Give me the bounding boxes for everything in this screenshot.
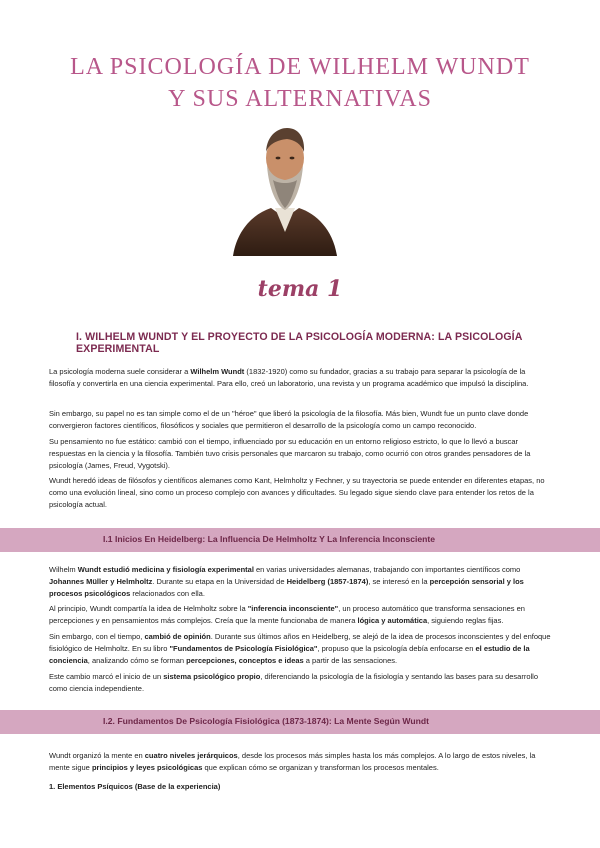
section-3-band	[0, 710, 600, 734]
section-1-paragraph-4: Wundt heredó ideas de filósofos y científicos alemanes como Kant, Helmholtz y Fechner, y su trayectoria se puede entender en diferentes etapas, no como una evolución lineal, sino como un proceso complejo con avances y dificultades. Su legado sigue siendo clave para entender los retos de la psicología actual.	[49, 476, 545, 509]
section-2-paragraph-3: Sin embargo, con el tiempo, cambió de opinión. Durante sus últimos años en Heidelberg, se alejó de la idea de procesos inconscientes y del enfoque fisiológico de Helmholtz. En su libro "Fundamentos de Psicología Fisiológica", propuso que la psicología debía enfocarse en el estudio de la conciencia, analizando cómo se forman percepciones, conceptos e ideas a partir de las sensaciones.	[49, 632, 551, 665]
section-2-paragraph-1: Wilhelm Wundt estudió medicina y fisiología experimental en varias universidades alemanas, trabajando con importantes científicos como Johannes Müller y Helmholtz. Durante su etapa en la Universidad de Heidelberg (1857-1874), se interesó en la percepción sensorial y los procesos psicológicos relacionados con ella.	[49, 565, 524, 598]
section-3-list-item-1: 1. Elementos Psíquicos (Base de la experiencia)	[49, 782, 221, 791]
wilhelm-wundt-portrait	[229, 122, 341, 256]
section-3-heading: I.2. Fundamentos De Psicología Fisiológica (1873-1874): La Mente Según Wundt	[103, 716, 429, 726]
section-2-paragraph-4: Este cambio marcó el inicio de un sistema psicológico propio, diferenciando la psicología de la fisiología y sentando las bases para su desarrollo como ciencia independiente.	[49, 672, 539, 693]
title-line-2: Y SUS ALTERNATIVAS	[168, 86, 432, 112]
tema-label: tema 1	[257, 276, 343, 302]
section-1-paragraph-3: Su pensamiento no fue estático: cambió con el tiempo, influenciado por su educación en un entorno religioso estricto, lo que lo llevó a buscar respuestas en la ciencia y la filosofía. También tuvo crisis personales que marcaron su trabajo, como ocurrió con otros grandes pensadores de la psicología (James, Freud, Vygotski).	[49, 437, 531, 470]
title-line-1: LA PSICOLOGÍA DE WILHELM WUNDT	[70, 54, 530, 80]
section-1-paragraph-2: Sin embargo, su papel no es tan simple como el de un "héroe" que liberó la psicología de la filosofía. Más bien, Wundt fue un punto clave donde convergieron factores científicos, filosóficos y sociales que permitieron el desarrollo de la psicología como un campo reconocido.	[49, 409, 529, 430]
section-2-band	[0, 528, 600, 552]
section-3-paragraph-1: Wundt organizó la mente en cuatro niveles jerárquicos, desde los procesos más simples hasta los más complejos. A lo largo de estos niveles, la mente sigue principios y leyes psicológicas que explican cómo se organizan y transforman los procesos mentales.	[49, 751, 536, 772]
section-2-heading: I.1 Inicios En Heidelberg: La Influencia De Helmholtz Y La Inferencia Inconsciente	[103, 534, 436, 544]
section-1-heading: I. WILHELM WUNDT Y EL PROYECTO DE LA PSICOLOGÍA MODERNA: LA PSICOLOGÍA EXPERIMENTAL	[76, 331, 523, 355]
section-1-paragraph-1: La psicología moderna suele considerar a Wilhelm Wundt (1832-1920) como su fundador, gracias a su trabajo para separar la psicología de la filosofía y convertirla en una ciencia experimental. Para ello, creó un laboratorio, una revista y un programa académico que impulsó la disciplina.	[49, 367, 529, 388]
section-2-paragraph-2: Al principio, Wundt compartía la idea de Helmholtz sobre la "inferencia inconsciente", un proceso automático que transforma sensaciones en percepciones y en pensamientos más complejos. Creía que la mente funcionaba de manera lógica y automática, siguiendo reglas fijas.	[49, 604, 525, 625]
